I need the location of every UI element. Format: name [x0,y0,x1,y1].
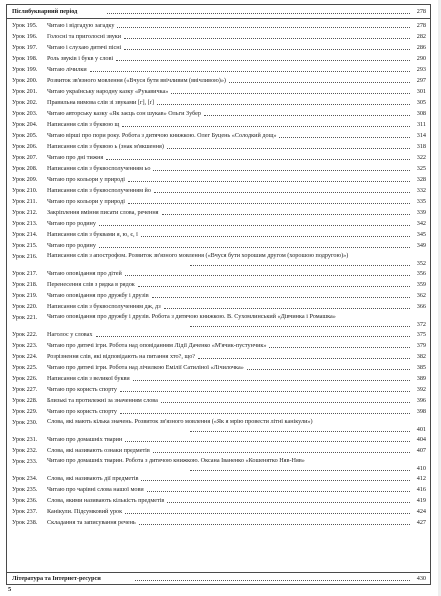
page-number: 362 [416,292,426,299]
page-number: 352 [416,260,426,267]
lesson-title: Читаю і слухаю дитячі пісні [47,44,122,51]
dot-leader [124,49,410,50]
lesson-number: Урок 199. [12,66,38,73]
page-number: 410 [416,465,426,472]
lesson-row [7,418,430,434]
lesson-row [7,435,430,444]
page-number: 379 [416,342,426,349]
lesson-number: Урок 197. [12,44,38,51]
page-number: 392 [416,386,426,393]
lesson-row [7,230,430,239]
lesson-number: Урок 220. [12,303,38,310]
page-number: 349 [416,242,426,249]
page-number: 278 [416,8,426,15]
dot-leader [154,192,410,193]
lesson-number: Урок 238. [12,519,38,526]
lesson-row [7,32,430,41]
page-number: 419 [416,497,426,504]
dot-leader [139,524,410,525]
dot-leader [152,297,410,298]
lesson-number: Урок 231. [12,436,38,443]
dot-leader [116,60,410,61]
lesson-number: Урок 222. [12,331,38,338]
lesson-number: Урок 225. [12,364,38,371]
lesson-row [7,197,430,206]
lesson-row [7,175,430,184]
lesson-row [7,280,430,289]
lesson-title: Читаю про дитячі ігри. Робота над лічилкою Емілії Сатиліної «Лічилочка» [47,364,244,371]
lesson-title: Канікули. Підсумковий урок [47,508,123,515]
lesson-number: Урок 224. [12,353,38,360]
lesson-number: Урок 229. [12,408,38,415]
page-number: 424 [416,508,426,515]
dot-leader [167,148,410,149]
lesson-title: Голосні та приголосні звуки [47,33,122,40]
lesson-title: Наголос у словах [47,331,93,338]
page-number: 345 [416,231,426,238]
dot-leader [204,115,410,116]
lesson-title: Розрізнення слів, які відповідають на питання хто?, що? [47,353,196,360]
dot-leader [190,470,410,471]
dot-leader [171,93,410,94]
lesson-row [7,120,430,129]
page-number: 290 [416,55,426,62]
lesson-number: Урок 198. [12,55,38,62]
lesson-row [7,291,430,300]
lesson-row [7,474,430,483]
dot-leader [128,181,410,182]
lesson-title: Читаю авторську казку «Як заєць сон шукав» Ольги Зубер [47,110,202,117]
page-number: 356 [416,270,426,277]
dot-leader [138,286,410,287]
dot-leader [90,71,410,72]
dot-leader [128,203,410,204]
page-number: 407 [416,447,426,454]
dot-leader [120,391,410,392]
lesson-number: Урок 195. [12,22,38,29]
page-number: 297 [416,77,426,84]
lesson-title: Написання слів з великої букви [47,375,130,382]
lesson-number: Урок 204. [12,121,38,128]
lesson-title: Читаю про кольори у природі [47,176,125,183]
page-number: 314 [416,132,426,139]
divider [7,18,430,19]
page-number: 293 [416,66,426,73]
page-number: 382 [416,353,426,360]
lesson-number: Урок 201. [12,88,38,95]
lesson-title: Складання та записування речень [47,519,136,526]
lesson-title: Розвиток зв'язного мовлення («Вчуся бути ввічливим (ввічливою)») [47,77,226,84]
lesson-title: Читаю про кольори у природі [47,198,125,205]
lesson-number: Урок 216. [12,253,38,260]
page-number: 339 [416,209,426,216]
lesson-title: Написання слів з буквами я, ю, є, ї [47,231,138,238]
page-number: 404 [416,436,426,443]
lesson-title: Написання слів з буквосполученням ьо [47,165,151,172]
page-number: 282 [416,33,426,40]
lesson-row [7,302,430,311]
page-number: 372 [416,321,426,328]
lesson-number: Урок 227. [12,386,38,393]
page-number: 366 [416,303,426,310]
page-number: 359 [416,281,426,288]
lesson-row [7,374,430,383]
lesson-row [7,186,430,195]
lesson-number: Урок 219. [12,292,38,299]
lesson-number: Урок 232. [12,447,38,454]
lesson-row [7,208,430,217]
lesson-row [7,54,430,63]
lesson-title: Слова, які називають дії предметів [47,475,139,482]
lesson-row [7,65,430,74]
lesson-title: Написання слів з буквою щ [47,121,120,128]
dot-leader [157,104,410,105]
lesson-number: Урок 236. [12,497,38,504]
lesson-number: Урок 214. [12,231,38,238]
lesson-number: Урок 221. [12,314,38,321]
page-number: 375 [416,331,426,338]
lesson-row [7,330,430,339]
lesson-number: Урок 202. [12,99,38,106]
lesson-row [7,241,430,250]
dot-leader [279,137,410,138]
dot-leader [161,402,410,403]
lesson-row [7,76,430,85]
dot-leader [124,38,410,39]
lesson-title: Перенесення слів з рядка в рядок [47,281,135,288]
literature-title: Література та Інтернет-ресурси [12,575,101,582]
lesson-title: Читаю про користь спорту [47,386,117,393]
lesson-number: Урок 196. [12,33,38,40]
lesson-row [7,446,430,455]
lesson-row [7,87,430,96]
lesson-row [7,363,430,372]
lesson-row [7,109,430,118]
dot-leader [125,513,410,514]
page-number: 342 [416,220,426,227]
dot-leader [99,225,410,226]
lesson-title: Правильна вимова слів зі звуками [г], [ґ] [47,99,154,106]
dot-leader [153,170,410,171]
lesson-row [7,518,430,527]
lesson-row [7,496,430,505]
dot-leader [106,159,410,160]
literature-heading [7,574,430,583]
lesson-row [7,396,430,405]
lesson-row [7,43,430,52]
lesson-number: Урок 210. [12,187,38,194]
lesson-number: Урок 226. [12,375,38,382]
lesson-number: Урок 234. [12,475,38,482]
lesson-title: Написання слів з буквосполученням йо [47,187,151,194]
lesson-number: Урок 207. [12,154,38,161]
lesson-number: Урок 209. [12,176,38,183]
lesson-number: Урок 228. [12,397,38,404]
dot-leader [120,413,410,414]
lesson-number: Урок 235. [12,486,38,493]
lesson-row [7,507,430,516]
lesson-row [7,164,430,173]
page-number: 325 [416,165,426,172]
lesson-number: Урок 205. [12,132,38,139]
lesson-number: Урок 206. [12,143,38,150]
dot-leader [269,347,410,348]
page-number: 318 [416,143,426,150]
lesson-row [7,131,430,140]
page-number: 305 [416,99,426,106]
dot-leader [167,502,410,503]
section-heading [7,7,430,16]
lesson-title: Читаю оповідання про дітей [47,270,122,277]
lesson-row [7,142,430,151]
page-number: 328 [416,176,426,183]
dot-leader [198,358,410,359]
folio-number: 5 [8,586,12,593]
lesson-title: Слова, якими називають кількість предметів [47,497,165,504]
dot-leader [125,275,410,276]
lesson-row [7,21,430,30]
lesson-number: Урок 218. [12,281,38,288]
page-number: 278 [416,22,426,29]
lesson-number: Урок 213. [12,220,38,227]
dot-leader [229,82,410,83]
lesson-number: Урок 217. [12,270,38,277]
dot-leader [162,214,410,215]
lesson-title: Читаю про родину [47,220,96,227]
lesson-title: Читаю про домашніх тварин. Робота з дитячою книжкою. Оксана Іваненко «Кошенятко Няв-Няв» [47,457,305,464]
divider [7,572,430,573]
dot-leader [122,126,410,127]
dot-leader [147,491,410,492]
lesson-row [7,153,430,162]
page-number: 416 [416,486,426,493]
lesson-row [7,219,430,228]
dot-leader [190,265,410,266]
page-number: 398 [416,408,426,415]
lesson-number: Урок 211. [12,198,38,205]
lesson-title: Закріплення вміння писати слова, речення [47,209,159,216]
lesson-title: Слова, які мають кілька значень. Розвиток зв'язного мовлення («Як я мрію провести літні канікули») [47,418,313,425]
dot-leader [99,247,410,248]
dot-leader [190,431,410,432]
lesson-title: Читаю лічилки [47,66,87,73]
lesson-title: Близькі та протилежні за значенням слова [47,397,158,404]
lesson-row [7,98,430,107]
lesson-number: Урок 212. [12,209,38,216]
dot-leader [135,580,410,581]
lesson-title: Читаю про дитячі ігри. Робота над оповіданням Лідії Даченко «М'ячик-пустунчик» [47,342,267,349]
lesson-row [7,457,430,473]
lesson-row [7,252,430,268]
lesson-title: Читаю вірші про пори року. Робота з дитячою книжкою. Олег Буцень «Солодкий дощ» [47,132,277,139]
page-number: 301 [416,88,426,95]
lesson-title: Читаю про користь спорту [47,408,117,415]
contents-frame [6,4,431,585]
page-number: 412 [416,475,426,482]
dot-leader [141,480,410,481]
lesson-title: Читаю про чарівні слова нашої мови [47,486,144,493]
page-number: 322 [416,154,426,161]
lesson-title: Читаю про домашніх тварин [47,436,123,443]
dot-leader [117,27,410,28]
dot-leader [107,13,410,14]
page-number: 396 [416,397,426,404]
lesson-title: Написання слів з апострофом. Розвиток зв'язного мовлення («Вчуся бути хорошим другом (хорошою подругою)») [47,252,349,259]
lesson-title: Написання слів з буквосполученням дж, дз [47,303,161,310]
lesson-title: Читаю українську народну казку «Рукавичка» [47,88,169,95]
lesson-title: Читаю оповідання про дружбу і друзів. Робота з дитячою книжкою. В. Сухомлинський «Дівчинка і Ромашка» [47,313,336,320]
page-number: 308 [416,110,426,117]
page-number: 332 [416,187,426,194]
dot-leader [133,380,410,381]
lesson-title: Написання слів з буквою ь (знак м'якшення) [47,143,164,150]
dot-leader [153,452,410,453]
dot-leader [190,326,410,327]
dot-leader [96,336,410,337]
page-number: 311 [416,121,426,128]
lesson-number: Урок 233. [12,458,38,465]
page-number: 335 [416,198,426,205]
lesson-number: Урок 230. [12,419,38,426]
page-number: 389 [416,375,426,382]
lesson-number: Урок 215. [12,242,38,249]
lesson-row [7,313,430,329]
lesson-number: Урок 208. [12,165,38,172]
lesson-row [7,341,430,350]
dot-leader [125,441,410,442]
lesson-title: Читаю і відгадую загадку [47,22,115,29]
dot-leader [141,236,410,237]
page-number: 385 [416,364,426,371]
lesson-title: Читаю про дні тижня [47,154,104,161]
lesson-row [7,407,430,416]
page-number: 286 [416,44,426,51]
page-number: 427 [416,519,426,526]
lesson-number: Урок 237. [12,508,38,515]
lesson-number: Урок 200. [12,77,38,84]
lesson-title: Читаю про родину [47,242,96,249]
page-number: 430 [416,575,426,582]
lesson-row [7,485,430,494]
dot-leader [164,308,410,309]
lesson-title: Читаю оповідання про дружбу і друзів [47,292,149,299]
lesson-row [7,352,430,361]
section-title: Післябукварний період [12,8,78,15]
lesson-row [7,385,430,394]
page-number: 401 [416,426,426,433]
lesson-number: Урок 223. [12,342,38,349]
lesson-title: Слова, які називають ознаки предметів [47,447,150,454]
lesson-title: Роль звуків і букв у слові [47,55,114,62]
lesson-number: Урок 203. [12,110,38,117]
lesson-row [7,269,430,278]
dot-leader [247,369,410,370]
